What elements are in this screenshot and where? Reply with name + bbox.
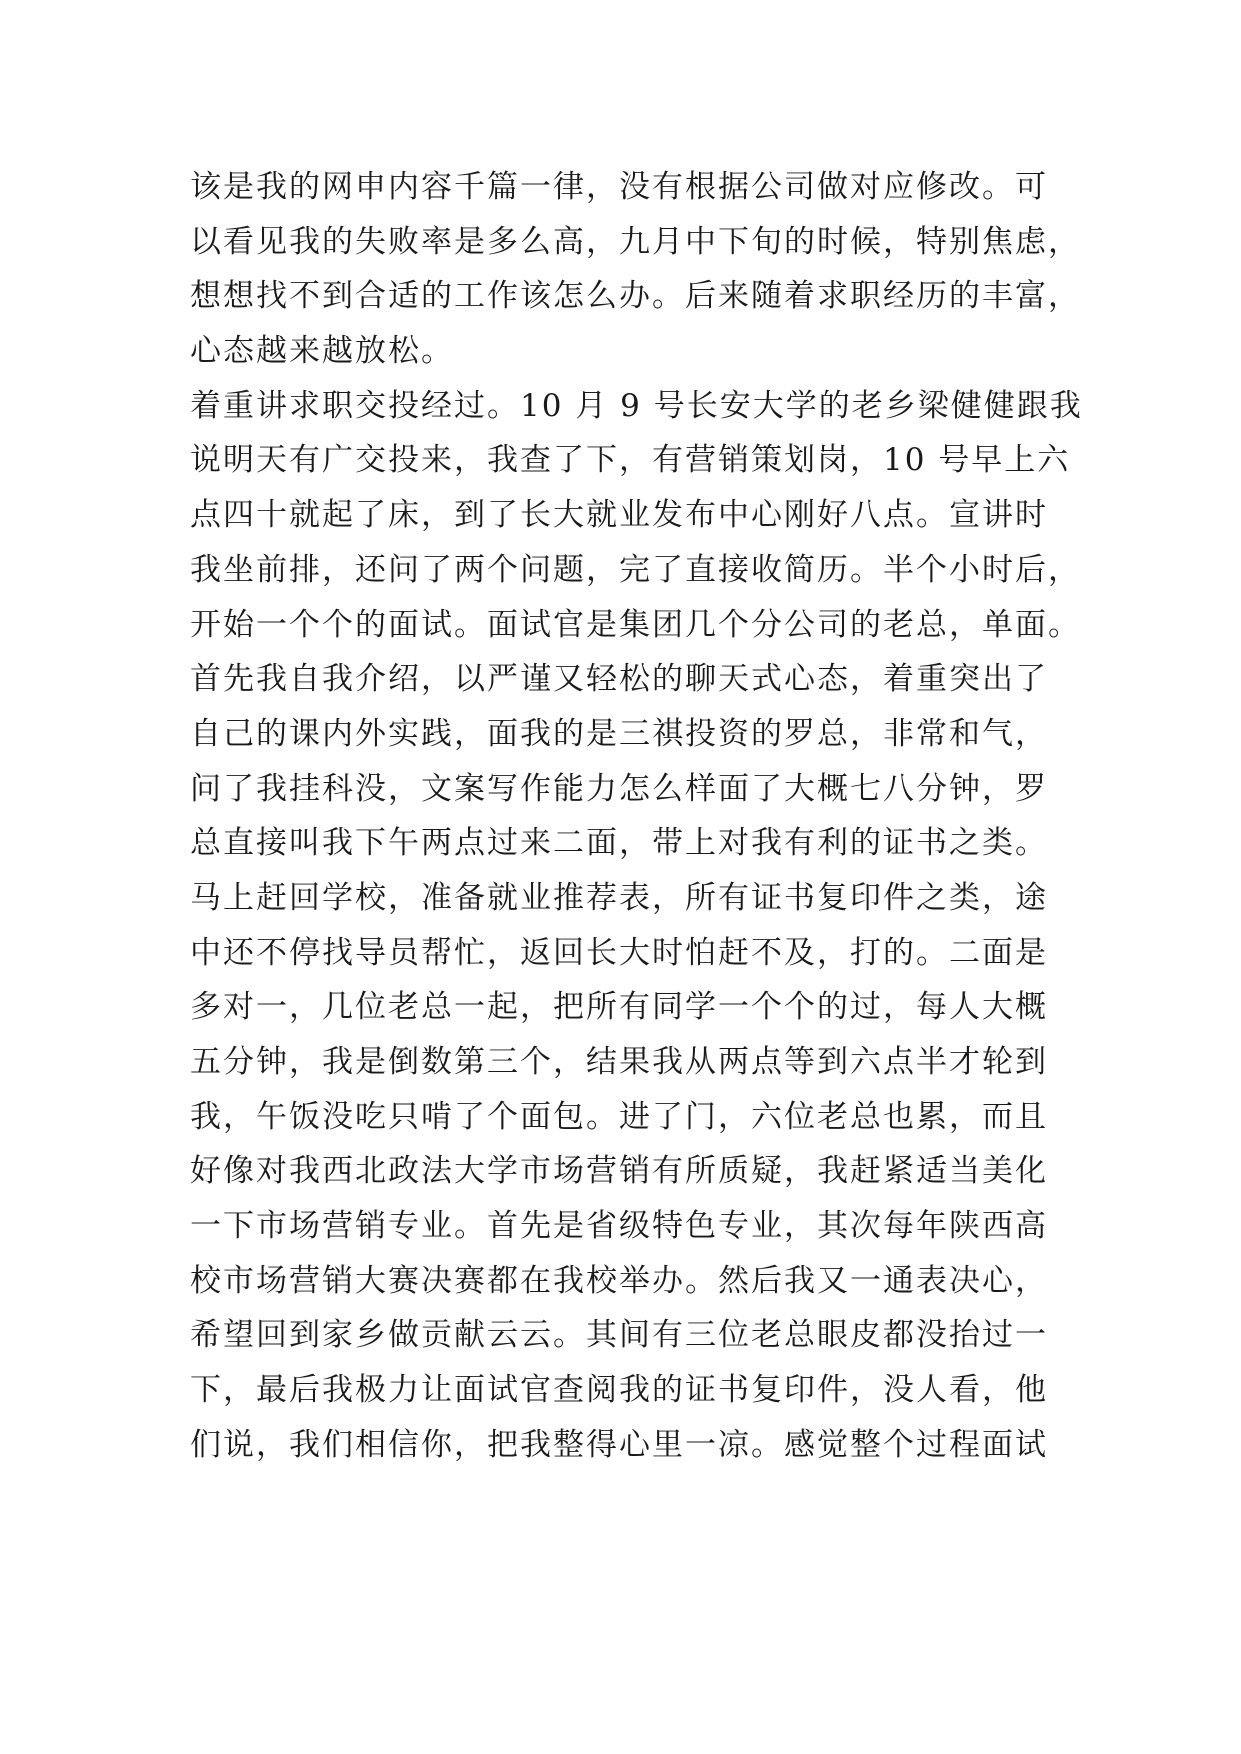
text-line: 心态越来越放松。 [190,333,454,370]
text-line: 说明天有广交投来，我查了下，有营销策划岗，10 号早上六 [190,442,1071,479]
text-line: 该是我的网申内容千篇一律，没有根据公司做对应修改。可 [190,169,1048,205]
text-line: 首先我自我介绍，以严谨又轻松的聊天式心态，着重突出了 [190,661,1048,698]
text-line: 好像对我西北政法大学市场营销有所质疑，我赶紧适当美化 [190,1153,1048,1190]
text-line: 想想找不到合适的工作该怎么办。后来随着求职经历的丰富， [190,278,1081,315]
text-line: 一下市场营销专业。首先是省级特色专业，其次每年陕西高 [190,1208,1048,1245]
text-line: 中还不停找导员帮忙，返回长大时怕赶不及，打的。二面是 [190,934,1048,971]
text-line: 五分钟，我是倒数第三个，结果我从两点等到六点半才轮到 [190,1044,1048,1080]
text-line: 下，最后我极力让面试官查阅我的证书复印件，没人看，他 [190,1372,1048,1409]
text-line: 校市场营销大赛决赛都在我校举办。然后我又一通表决心， [190,1262,1048,1299]
text-line: 多对一，几位老总一起，把所有同学一个个的过，每人大概 [190,989,1048,1026]
text-line: 我，午饭没吃只啃了个面包。进了门，六位老总也累，而且 [190,1098,1048,1135]
text-line: 马上赶回学校，准备就业推荐表，所有证书复印件之类，途 [190,879,1048,916]
text-line: 以看见我的失败率是多么高，九月中下旬的时候，特别焦虑， [190,223,1081,260]
text-line: 问了我挂科没，文案写作能力怎么样面了大概七八分钟，罗 [190,770,1048,807]
text-line: 自己的课内外实践，面我的是三祺投资的罗总，非常和气， [190,715,1048,752]
body-text [190,160,1090,1473]
text-line: 们说，我们相信你，把我整得心里一凉。感觉整个过程面试 [190,1426,1048,1463]
text-line: 希望回到家乡做贡献云云。其间有三位老总眼皮都没抬过一 [190,1317,1048,1354]
text-line: 点四十就起了床，到了长大就业发布中心刚好八点。宣讲时 [190,497,1048,534]
text-line: 开始一个个的面试。面试官是集团几个分公司的老总，单面。 [190,606,1081,643]
text-line: 着重讲求职交投经过。10 月 9 号长安大学的老乡梁健健跟我 [190,387,1083,424]
text-line: 总直接叫我下午两点过来二面，带上对我有利的证书之类。 [190,825,1048,862]
text-line: 我坐前排，还问了两个问题，完了直接收简历。半个小时后， [190,551,1081,588]
